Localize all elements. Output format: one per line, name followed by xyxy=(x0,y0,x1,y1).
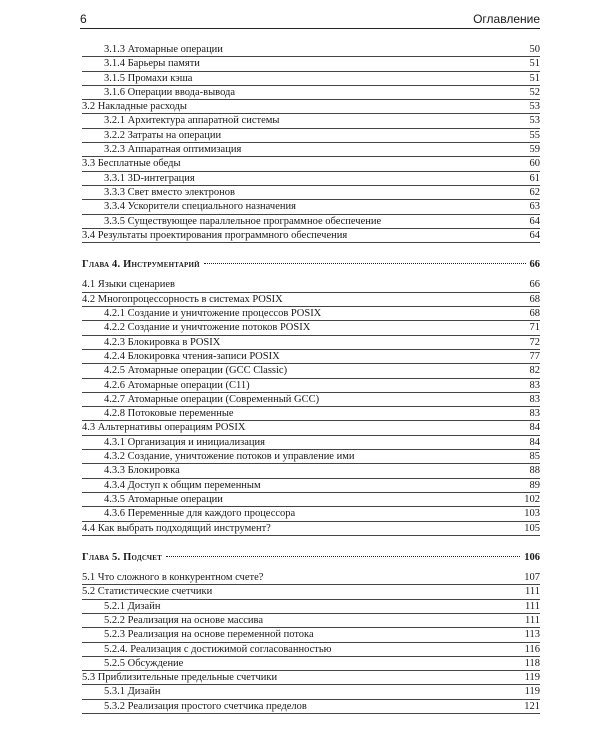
toc-entry xyxy=(82,700,540,714)
toc-entry-label: 4.2.1 Создание и уничтожение процессов POSIX xyxy=(104,308,322,320)
table-of-contents xyxy=(82,43,540,714)
toc-chapter-label: Глава 5. Подсчет xyxy=(82,551,162,563)
toc-entry xyxy=(82,643,540,657)
toc-entry xyxy=(82,379,540,393)
running-title: Оглавление xyxy=(473,12,540,26)
toc-entry xyxy=(82,585,540,599)
toc-entry-label: 4.2.7 Атомарные операции (Современный GCC) xyxy=(104,393,320,405)
toc-entry xyxy=(82,657,540,671)
toc-entry-page: 83 xyxy=(529,379,540,391)
toc-entry xyxy=(82,393,540,407)
toc-chapter-5 xyxy=(82,551,540,565)
toc-entry-page: 60 xyxy=(529,158,540,170)
toc-entry xyxy=(82,464,540,478)
toc-entry-label: 4.3.5 Атомарные операции xyxy=(104,493,223,505)
toc-entry-page: 62 xyxy=(529,186,540,198)
toc-entry-label: 3.3.5 Существующее параллельное программное обеспечение xyxy=(104,215,382,227)
toc-entry xyxy=(82,86,540,100)
toc-entry xyxy=(82,614,540,628)
toc-entry-page: 89 xyxy=(529,479,540,491)
toc-entry xyxy=(82,129,540,143)
toc-entry xyxy=(82,72,540,86)
toc-entry-label: 4.1 Языки сценариев xyxy=(82,279,176,291)
toc-entry-page: 111 xyxy=(525,614,540,626)
toc-entry-label: 3.3.1 3D-интеграция xyxy=(104,172,195,184)
toc-entry xyxy=(82,229,540,243)
toc-entry xyxy=(82,57,540,71)
toc-entry xyxy=(82,336,540,350)
toc-entry-page: 68 xyxy=(529,293,540,305)
toc-entry-page: 107 xyxy=(524,572,540,584)
toc-entry-label: 4.4 Как выбрать подходящий инструмент? xyxy=(82,522,271,534)
toc-entry-page: 59 xyxy=(529,144,540,156)
toc-entry-page: 77 xyxy=(529,350,540,362)
toc-entry-label: 3.4 Результаты проектирования программного обеспечения xyxy=(82,229,348,241)
toc-entry-page: 111 xyxy=(525,586,540,598)
toc-entry-page: 83 xyxy=(529,393,540,405)
toc-entry-page: 111 xyxy=(525,600,540,612)
toc-entry-page: 88 xyxy=(529,465,540,477)
toc-entry-label: 3.2 Накладные расходы xyxy=(82,101,187,113)
toc-entry-label: 3.1.3 Атомарные операции xyxy=(104,44,223,55)
toc-entry-page: 103 xyxy=(524,508,540,520)
toc-entry-page: 51 xyxy=(529,58,540,70)
toc-entry xyxy=(82,507,540,521)
toc-entry-page: 116 xyxy=(524,643,540,655)
toc-entry-label: 3.1.6 Операции ввода-вывода xyxy=(104,86,236,98)
toc-entry-page: 53 xyxy=(529,115,540,127)
toc-entry-page: 83 xyxy=(529,408,540,420)
toc-entry-label: 4.2.6 Атомарные операции (C11) xyxy=(104,379,250,391)
toc-chapter-page: 106 xyxy=(524,551,540,563)
toc-entry-label: 3.1.4 Барьеры памяти xyxy=(104,58,200,70)
toc-entry-label: 5.2.5 Обсуждение xyxy=(104,657,184,669)
toc-chapter-label: Глава 4. Инструментарий xyxy=(82,259,200,271)
toc-entry-page: 121 xyxy=(524,700,540,712)
toc-entry-page: 85 xyxy=(529,451,540,463)
toc-entry-label: 3.3.4 Ускорители специального назначения xyxy=(104,201,296,213)
toc-entry-page: 82 xyxy=(529,365,540,377)
toc-entry xyxy=(82,364,540,378)
toc-dot-leader xyxy=(204,263,526,264)
toc-entry xyxy=(82,571,540,585)
toc-entry-page: 113 xyxy=(524,629,540,641)
toc-group-2 xyxy=(82,278,540,535)
toc-chapter-page: 66 xyxy=(529,259,540,271)
toc-entry xyxy=(82,600,540,614)
toc-entry-page: 52 xyxy=(529,86,540,98)
toc-entry-label: 4.3.4 Доступ к общим переменным xyxy=(104,479,261,491)
toc-entry-label: 5.2.2 Реализация на основе массива xyxy=(104,614,264,626)
page-header xyxy=(80,10,540,29)
toc-entry-label: 4.3.3 Блокировка xyxy=(104,465,180,477)
page-number: 6 xyxy=(80,12,87,26)
toc-entry-label: 5.3.2 Реализация простого счетчика пределов xyxy=(104,700,307,712)
toc-entry-label: 4.3 Альтернативы операциям POSIX xyxy=(82,422,246,434)
toc-entry xyxy=(82,685,540,699)
toc-entry-page: 50 xyxy=(529,44,540,55)
toc-entry-label: 4.2.3 Блокировка в POSIX xyxy=(104,336,221,348)
toc-entry xyxy=(82,421,540,435)
toc-entry-label: 3.1.5 Промахи кэша xyxy=(104,72,193,84)
toc-entry xyxy=(82,450,540,464)
toc-entry-page: 118 xyxy=(524,657,540,669)
toc-entry xyxy=(82,321,540,335)
toc-entry xyxy=(82,172,540,186)
toc-entry-label: 4.2.5 Атомарные операции (GCC Classic) xyxy=(104,365,288,377)
toc-entry-page: 61 xyxy=(529,172,540,184)
toc-entry-label: 5.2 Статистические счетчики xyxy=(82,586,213,598)
toc-entry-page: 51 xyxy=(529,72,540,84)
toc-entry-label: 5.3.1 Дизайн xyxy=(104,686,161,698)
toc-entry-page: 68 xyxy=(529,308,540,320)
toc-entry-label: 4.3.6 Переменные для каждого процессора xyxy=(104,508,296,520)
toc-chapter-4 xyxy=(82,258,540,272)
toc-entry xyxy=(82,278,540,292)
toc-entry-page: 64 xyxy=(529,229,540,241)
toc-entry-page: 119 xyxy=(524,686,540,698)
toc-entry xyxy=(82,671,540,685)
toc-entry-page: 55 xyxy=(529,129,540,141)
toc-entry-label: 3.2.2 Затраты на операции xyxy=(104,129,222,141)
toc-entry-label: 5.3 Приблизительные предельные счетчики xyxy=(82,672,278,684)
toc-group-3 xyxy=(82,571,540,714)
toc-entry xyxy=(82,215,540,229)
toc-entry-page: 102 xyxy=(524,493,540,505)
toc-entry-label: 4.2 Многопроцессорность в системах POSIX xyxy=(82,293,283,305)
toc-entry xyxy=(82,522,540,536)
toc-entry-label: 4.2.8 Потоковые переменные xyxy=(104,408,234,420)
toc-entry xyxy=(82,43,540,57)
toc-group-1 xyxy=(82,43,540,243)
toc-entry-label: 4.2.4 Блокировка чтения-записи POSIX xyxy=(104,350,280,362)
toc-entry xyxy=(82,479,540,493)
toc-entry xyxy=(82,186,540,200)
toc-entry xyxy=(82,114,540,128)
toc-entry xyxy=(82,100,540,114)
toc-entry-label: 3.3 Бесплатные обеды xyxy=(82,158,181,170)
toc-entry-label: 4.3.2 Создание, уничтожение потоков и управление ими xyxy=(104,451,355,463)
toc-entry xyxy=(82,628,540,642)
toc-entry-page: 105 xyxy=(524,522,540,534)
toc-entry xyxy=(82,293,540,307)
toc-entry-page: 84 xyxy=(529,436,540,448)
toc-entry xyxy=(82,200,540,214)
toc-entry-page: 53 xyxy=(529,101,540,113)
toc-entry-page: 71 xyxy=(529,322,540,334)
toc-entry-label: 5.2.3 Реализация на основе переменной потока xyxy=(104,629,314,641)
toc-entry xyxy=(82,436,540,450)
toc-entry-label: 3.3.3 Свет вместо электронов xyxy=(104,186,235,198)
toc-entry-label: 5.2.1 Дизайн xyxy=(104,600,161,612)
toc-entry-label: 4.2.2 Создание и уничтожение потоков POSIX xyxy=(104,322,311,334)
toc-entry-page: 66 xyxy=(529,279,540,291)
toc-entry xyxy=(82,350,540,364)
toc-entry xyxy=(82,407,540,421)
toc-entry-label: 4.3.1 Организация и инициализация xyxy=(104,436,265,448)
toc-entry xyxy=(82,307,540,321)
toc-entry-page: 64 xyxy=(529,215,540,227)
toc-entry-label: 5.1 Что сложного в конкурентном счете? xyxy=(82,572,264,584)
toc-entry-page: 84 xyxy=(529,422,540,434)
toc-entry-label: 5.2.4. Реализация с достижимой согласованностью xyxy=(104,643,332,655)
toc-entry xyxy=(82,143,540,157)
toc-entry-page: 119 xyxy=(524,672,540,684)
toc-entry xyxy=(82,157,540,171)
toc-entry-label: 3.2.1 Архитектура аппаратной системы xyxy=(104,115,280,127)
toc-entry-page: 63 xyxy=(529,201,540,213)
toc-entry xyxy=(82,493,540,507)
toc-dot-leader xyxy=(166,556,520,557)
toc-entry-label: 3.2.3 Аппаратная оптимизация xyxy=(104,144,242,156)
toc-entry-page: 72 xyxy=(529,336,540,348)
